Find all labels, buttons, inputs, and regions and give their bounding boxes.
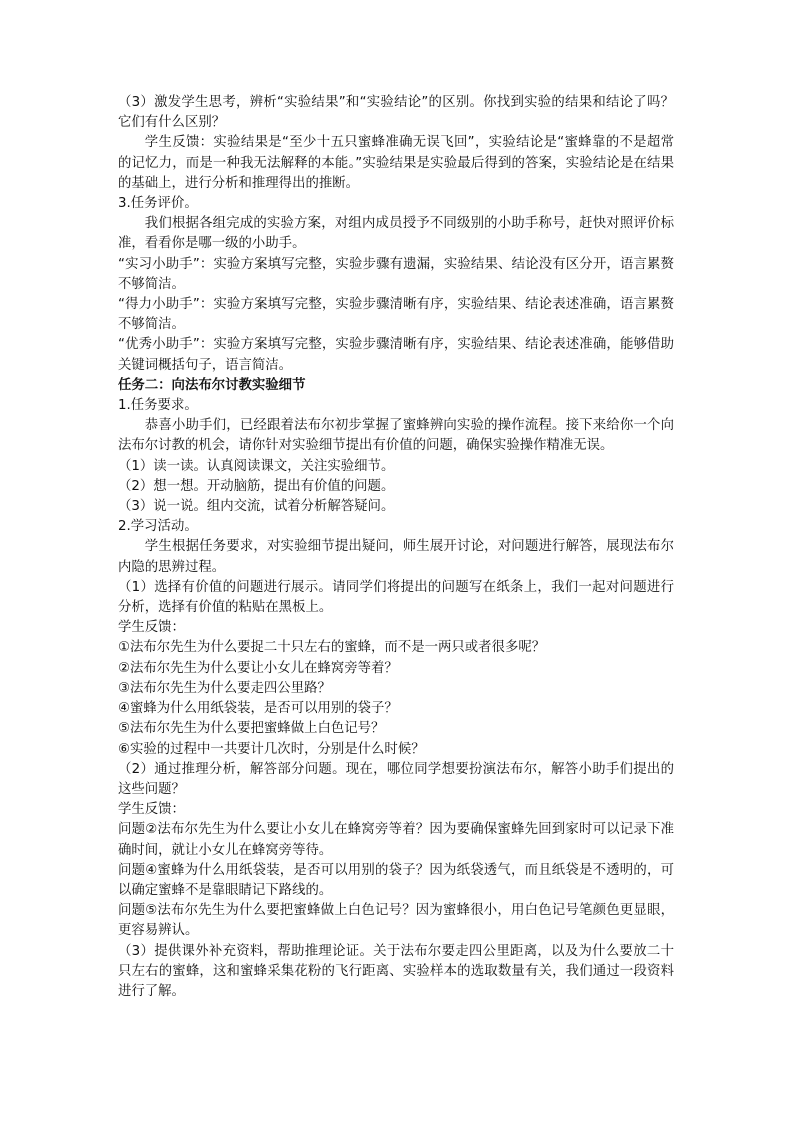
paragraph-1: （3）激发学生思考，辨析“实验结果”和“实验结论”的区别。你找到实验的结果和结论了吗？它们有什么区别？: [118, 95, 674, 131]
answer-4: 问题④蜜蜂为什么用纸袋装，是否可以用别的袋子？因为纸袋透气，而且纸袋是不透明的，可以确定蜜蜂不是靠眼睛记下路线的。: [118, 862, 674, 898]
document-body: [118, 93, 674, 1002]
paragraph-13: （3）说一说。组内交流，试着分析解答疑问。: [118, 499, 395, 515]
paragraph-14: 2.学习活动。: [118, 519, 198, 535]
paragraph-17: 学生反馈：: [118, 620, 185, 636]
answer-2: 问题②法布尔先生为什么要让小女儿在蜂窝旁等着？因为要确保蜜蜂先回到家时可以记录下准确时间，就让小女儿在蜂窝旁等待。: [118, 822, 674, 858]
paragraph-9: 1.任务要求。: [118, 398, 198, 414]
question-4: ④蜜蜂为什么用纸袋装，是否可以用别的袋子？: [118, 701, 398, 717]
paragraph-4: 我们根据各组完成的实验方案，对组内成员授予不同级别的小助手称号，赶快对照评价标准，看看你是哪一级的小助手。: [118, 216, 674, 252]
paragraph-24: （2）通过推理分析，解答部分问题。现在，哪位同学想要扮演法布尔，解答小助手们提出的这些问题？: [118, 761, 674, 797]
paragraph-16: （1）选择有价值的问题进行展示。请同学们将提出的问题写在纸条上，我们一起对问题进行分析，选择有价值的粘贴在黑板上。: [118, 579, 674, 616]
paragraph-6: “得力小助手”：实验方案填写完整，实验步骤清晰有序，实验结果、结论表述准确，语言累赘不够简洁。: [118, 297, 674, 333]
question-3: ③法布尔先生为什么要走四公里路？: [118, 680, 331, 696]
paragraph-12: （2）想一想。开动脑筋，提出有价值的问题。: [118, 478, 395, 494]
paragraph-3: 3.任务评价。: [118, 196, 198, 212]
paragraph-2: 学生反馈：实验结果是“至少十五只蜜蜂准确无误飞回”，实验结论是“蜜蜂靠的不是超常的记忆力，而是一种我无法解释的本能。”实验结果是实验最后得到的答案，实验结论是在结果的基础上，进行分析和推理得出的推断。: [118, 135, 674, 191]
paragraph-10: 恭喜小助手们，已经跟着法布尔初步掌握了蜜蜂辨向实验的操作流程。接下来给你一个向法布尔讨教的机会，请你针对实验细节提出有价值的问题，确保实验操作精准无误。: [118, 418, 674, 454]
question-6: ⑥实验的过程中一共要计几次时，分别是什么时候？: [118, 741, 425, 757]
section-heading: 任务二：向法布尔讨教实验细节: [118, 377, 306, 393]
answer-5: 问题⑤法布尔先生为什么要把蜜蜂做上白色记号？因为蜜蜂很小，用白色记号笔颜色更显眼，更容易辨认。: [118, 903, 674, 939]
paragraph-15: 学生根据任务要求，对实验细节提出疑问，师生展开讨论，对问题进行解答，展现法布尔内隐的思辨过程。: [118, 539, 674, 575]
question-1: ①法布尔先生为什么要捉二十只左右的蜜蜂，而不是一两只或者很多呢？: [118, 640, 546, 656]
paragraph-11: （1）读一读。认真阅读课文，关注实验细节。: [118, 458, 395, 474]
question-2: ②法布尔先生为什么要让小女儿在蜂窝旁等着？: [118, 660, 398, 676]
paragraph-29: （3）提供课外补充资料，帮助推理论证。关于法布尔要走四公里距离，以及为什么要放二十只左右的蜜蜂，这和蜜蜂采集花粉的飞行距离、实验样本的选取数量有关，我们通过一段资料进行了解。: [118, 943, 674, 999]
paragraph-5: “实习小助手”：实验方案填写完整，实验步骤有遗漏，实验结果、结论没有区分开，语言累赘不够简洁。: [118, 256, 674, 292]
question-5: ⑤法布尔先生为什么要把蜜蜂做上白色记号？: [118, 721, 385, 737]
paragraph-25: 学生反馈：: [118, 802, 185, 818]
paragraph-7: “优秀小助手”：实验方案填写完整，实验步骤清晰有序，实验结果、结论表述准确，能够借助关键词概括句子，语言简洁。: [118, 337, 674, 373]
